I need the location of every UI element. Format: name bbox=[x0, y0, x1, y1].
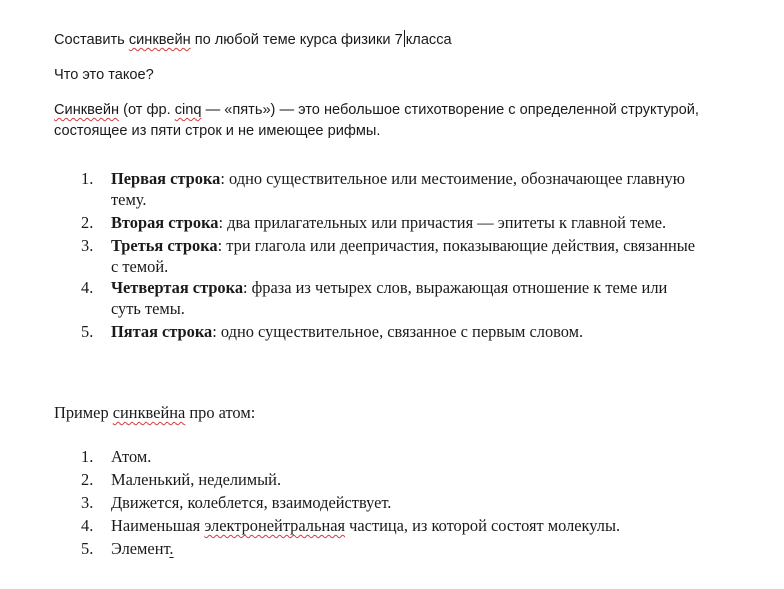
list-number: 3. bbox=[81, 493, 94, 512]
list-item-text: : два прилагательных или причастия — эпитеты к главной теме. bbox=[218, 213, 667, 232]
example-list bbox=[81, 446, 781, 561]
definition-text-b: — «пять») — это небольшое стихотворение с определенной структурой, bbox=[201, 102, 699, 118]
list-item-text: Маленький, неделимый. bbox=[111, 470, 282, 489]
list-item-title: Первая строка bbox=[111, 169, 221, 188]
list-item-text-continued: суть темы. bbox=[111, 299, 185, 318]
list-item bbox=[81, 469, 781, 492]
definition-cinq: cinq bbox=[174, 102, 202, 118]
list-item-text: Элемент bbox=[111, 539, 170, 558]
task-line bbox=[54, 30, 452, 50]
list-item-word-misspelled: электронейтральная bbox=[204, 516, 346, 535]
list-item-text: : три глагола или деепричастия, показывающие действия, связанные bbox=[217, 236, 696, 255]
list-item-dot: . bbox=[169, 539, 174, 558]
list-number: 4. bbox=[81, 278, 94, 297]
definition-line-1 bbox=[54, 100, 699, 120]
list-number: 5. bbox=[81, 539, 94, 558]
list-item-text-pre: Наименьшая bbox=[111, 516, 205, 535]
definition-term: Синквейн bbox=[54, 102, 120, 118]
list-item bbox=[81, 212, 781, 235]
list-item-text: : одно существительное, связанное с первым словом. bbox=[212, 322, 584, 341]
list-item bbox=[81, 235, 781, 277]
example-heading-post: про атом: bbox=[185, 403, 256, 422]
list-item-text: Атом. bbox=[111, 447, 152, 466]
list-item-text: : фраза из четырех слов, выражающая отношение к теме или bbox=[243, 278, 668, 297]
definition-text-a: (от фр. bbox=[119, 102, 175, 118]
list-item-body bbox=[111, 277, 667, 319]
example-heading-word: синквейна bbox=[112, 403, 186, 422]
list-item-title: Вторая строка bbox=[111, 213, 219, 232]
task-word-synquain: синквейн bbox=[128, 32, 191, 48]
list-item bbox=[81, 321, 781, 343]
list-number: 1. bbox=[81, 169, 94, 188]
task-text-after: класса bbox=[405, 32, 452, 48]
list-number: 3. bbox=[81, 236, 94, 255]
list-item-text-continued: с темой. bbox=[111, 257, 169, 276]
list-number: 4. bbox=[81, 516, 94, 535]
list-item-body bbox=[111, 168, 685, 210]
list-item-text-post: частица, из которой состоят молекулы. bbox=[345, 516, 621, 535]
list-item bbox=[81, 515, 781, 538]
list-item bbox=[81, 492, 781, 515]
list-number: 5. bbox=[81, 322, 94, 341]
list-item-body bbox=[111, 235, 695, 277]
list-item bbox=[81, 277, 781, 321]
list-item bbox=[81, 538, 781, 561]
task-text-mid: по любой теме курса физики 7 bbox=[190, 32, 403, 48]
definition-line-2: состоящее из пяти строк и не имеющее рифмы. bbox=[54, 123, 381, 139]
list-item-title: Третья строка bbox=[111, 236, 218, 255]
list-item-body bbox=[111, 515, 620, 536]
list-item-body bbox=[111, 538, 174, 559]
example-heading bbox=[54, 402, 255, 423]
list-item-text: : одно существительное или местоимение, обозначающее главную bbox=[220, 169, 685, 188]
list-item-body bbox=[111, 321, 583, 342]
list-item-text: Движется, колеблется, взаимодействует. bbox=[111, 493, 392, 512]
list-item-body bbox=[111, 212, 666, 233]
list-item-text-continued: тему. bbox=[111, 190, 147, 209]
list-item bbox=[81, 168, 781, 212]
task-text-before: Составить bbox=[54, 32, 129, 48]
list-number: 2. bbox=[81, 470, 94, 489]
question-line: Что это такое? bbox=[54, 67, 154, 83]
list-number: 2. bbox=[81, 213, 94, 232]
text-cursor bbox=[404, 30, 405, 47]
list-item-title: Четвертая строка bbox=[111, 278, 244, 297]
list-item bbox=[81, 446, 781, 469]
structure-list bbox=[81, 168, 781, 343]
list-item-title: Пятая строка bbox=[111, 322, 213, 341]
list-number: 1. bbox=[81, 447, 94, 466]
example-heading-pre: Пример bbox=[54, 403, 113, 422]
